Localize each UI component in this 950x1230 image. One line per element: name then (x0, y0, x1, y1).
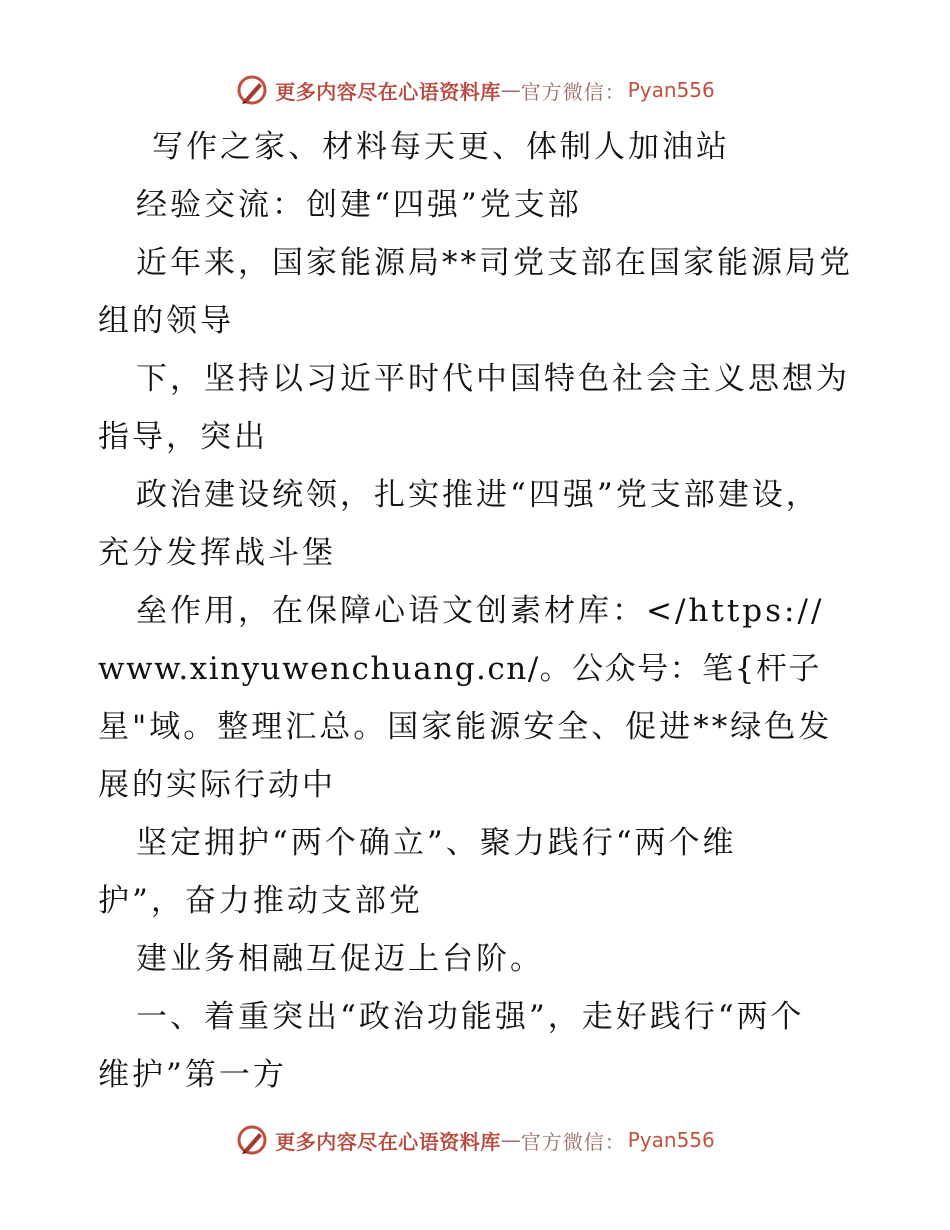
footer-watermark (0, 1120, 950, 1160)
text-line: 护”，奋力推动支部党 (98, 883, 423, 919)
text-line: 近年来，国家能源局**司党支部在国家能源局党 (136, 245, 853, 281)
wechat-id: Pyan556 (627, 1128, 715, 1152)
text-line: 下，坚持以习近平时代中国特色社会主义思想为 (136, 361, 850, 397)
separator: — (500, 78, 521, 102)
text-line: 展的实际行动中 (98, 767, 336, 803)
wechat-label: 官方微信： (520, 79, 626, 104)
text-line: 垒作用，在保障心语文创素材库：</https:// (136, 593, 825, 629)
pen-logo-icon (235, 1123, 269, 1157)
text-line: www.xinyuwenchuang.cn/。公众号：笔{杆子 (98, 651, 821, 687)
document-title: 经验交流：创建“四强”党支部 (136, 187, 582, 223)
site-name: 更多内容尽在心语资料库 (275, 79, 501, 104)
wechat-id: Pyan556 (627, 78, 715, 102)
separator: — (500, 1128, 521, 1152)
text-line: 组的领导 (98, 303, 234, 339)
wechat-label: 官方微信： (520, 1129, 626, 1154)
section-heading: 一、着重突出“政治功能强”，走好践行“两个 (136, 999, 805, 1035)
text-line: 维护”第一方 (98, 1057, 287, 1093)
pen-logo-icon (235, 73, 269, 107)
text-line: 政治建设统领，扎实推进“四强”党支部建设， (136, 477, 820, 513)
text-line: 充分发挥战斗堡 (98, 535, 336, 571)
text-line: 星"域。整理汇总。国家能源安全、促进**绿色发 (98, 709, 833, 745)
text-line: 指导，突出 (98, 419, 268, 455)
header-watermark (0, 70, 950, 110)
text-line: 建业务相融互促迈上台阶。 (136, 941, 544, 977)
site-name: 更多内容尽在心语资料库 (275, 1129, 501, 1154)
text-line: 写作之家、材料每天更、体制人加油站 (152, 129, 730, 165)
text-line: 坚定拥护“两个确立”、聚力践行“两个维 (136, 825, 737, 861)
